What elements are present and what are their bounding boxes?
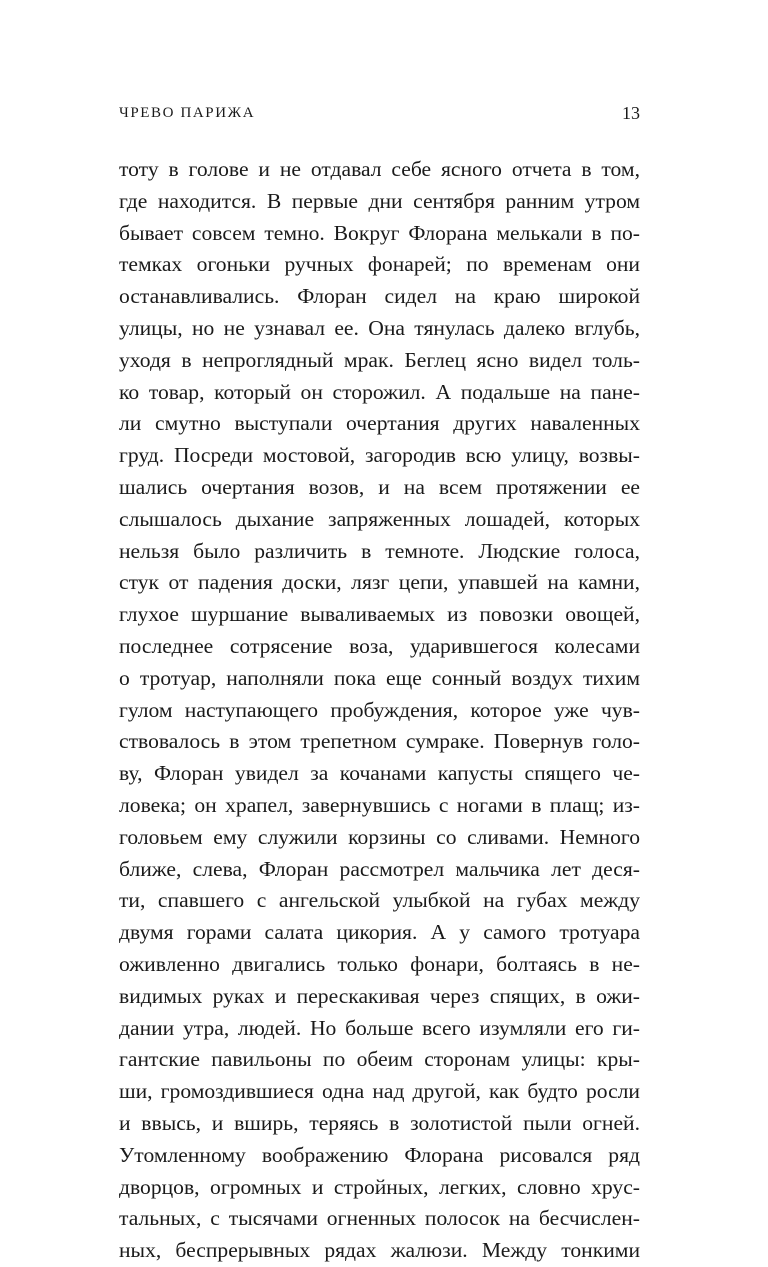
text-line: двумя горами салата цикория. А у самого тротуара: [119, 920, 640, 945]
text-line: глухое шуршание вываливаемых из повозки овощей,: [119, 602, 640, 627]
text-line: шались очертания возов, и на всем протяжении ее: [119, 474, 640, 499]
text-line: ствовалось в этом трепетном сумраке. Повернув голо-: [119, 729, 640, 754]
text-line: стук от падения доски, лязг цепи, упавшей на камни,: [119, 570, 640, 595]
text-line: видимых руках и перескакивая через спящих, в ожи-: [119, 983, 640, 1008]
text-line: последнее сотрясение воза, ударившегося колесами: [119, 633, 640, 658]
page-number: 13: [622, 103, 640, 123]
text-line: ных, беспрерывных рядах жалюзи. Между тонкими: [119, 1238, 640, 1263]
text-line: бывает совсем темно. Вокруг Флорана мелькали в по-: [119, 220, 640, 245]
text-line: ловека; он храпел, завернувшись с ногами в плащ; из-: [119, 792, 640, 817]
text-line: оживленно двигались только фонари, болтаясь в не-: [119, 951, 640, 976]
text-line: ко товар, который он сторожил. А подальше на пане-: [119, 379, 640, 404]
text-line: груд. Посреди мостовой, загородив всю улицу, возвы-: [119, 443, 640, 468]
text-line: дании утра, людей. Но больше всего изумляли его ги-: [119, 1015, 640, 1040]
text-line: нельзя было различить в темноте. Людские голоса,: [119, 538, 640, 563]
text-line: ву, Флоран увидел за кочанами капусты спящего че-: [119, 761, 640, 786]
text-line: слышалось дыхание запряженных лошадей, которых: [119, 506, 640, 531]
text-line: Утомленному воображению Флорана рисовался ряд: [119, 1142, 640, 1167]
text-line: ши, громоздившиеся одна над другой, как будто росли: [119, 1079, 640, 1104]
text-line: останавливались. Флоран сидел на краю широкой: [119, 284, 640, 309]
text-line: гантские павильоны по обеим сторонам улицы: кры-: [119, 1047, 640, 1072]
text-line: ли смутно выступали очертания других наваленных: [119, 411, 640, 436]
text-line: головьем ему служили корзины со сливами. Немного: [119, 824, 640, 849]
text-line: темках огоньки ручных фонарей; по временам они: [119, 252, 640, 277]
text-line: и ввысь, и вширь, теряясь в золотистой пыли огней.: [119, 1110, 640, 1135]
text-line: уходя в непроглядный мрак. Беглец ясно видел толь-: [119, 347, 640, 372]
text-line: ближе, слева, Флоран рассмотрел мальчика лет деся-: [119, 856, 640, 881]
text-line: дворцов, огромных и стройных, легких, словно хрус-: [119, 1174, 640, 1199]
running-header: [119, 102, 640, 124]
text-line: тальных, с тысячами огненных полосок на бесчислен-: [119, 1206, 640, 1231]
body-text: [119, 154, 640, 1267]
text-line: ти, спавшего с ангельской улыбкой на губах между: [119, 888, 640, 913]
text-line: о тротуар, наполняли пока еще сонный воздух тихим: [119, 665, 640, 690]
text-line: улицы, но не узнавал ее. Она тянулась далеко вглубь,: [119, 315, 640, 340]
text-line: где находится. В первые дни сентября ранним утром: [119, 188, 640, 213]
running-title: ЧРЕВО ПАРИЖА: [119, 105, 256, 121]
text-line: гулом наступающего пробуждения, которое уже чув-: [119, 697, 640, 722]
text-line: тоту в голове и не отдавал себе ясного отчета в том,: [119, 157, 640, 181]
